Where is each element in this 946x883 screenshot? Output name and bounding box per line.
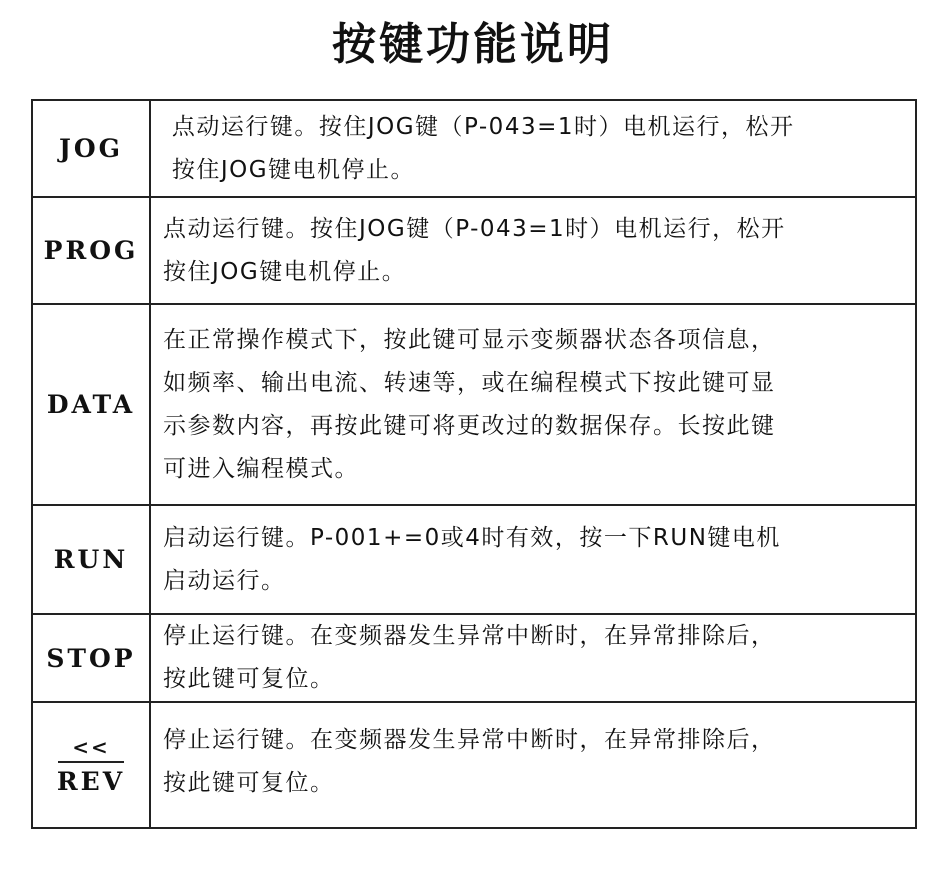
key-cell [33, 305, 151, 504]
description-cell [163, 101, 909, 196]
description-text: 点动运行键。按住JOG键（P-043=1时）电机运行，松开 按住JOG键电机停止。 [163, 215, 786, 285]
key-cell [33, 101, 151, 196]
key-label-prog: PROG [43, 236, 139, 265]
key-label-stop: STOP [46, 643, 136, 673]
table-row-prog [33, 198, 915, 305]
divider [58, 761, 124, 763]
description-cell [163, 615, 909, 701]
key-label-run: RUN [53, 545, 129, 574]
description-cell [163, 703, 909, 827]
description-text: 停止运行键。在变频器发生异常中断时，在异常排除后， 按此键可复位。 [163, 623, 776, 692]
description-cell [163, 305, 909, 504]
key-label-data: DATA [46, 390, 136, 419]
description-text: 在正常操作模式下，按此键可显示变频器状态各项信息， 如频率、输出电流、转速等，或在编程模式下按此键可显 示参数内容，再按此键可将更改过的数据保存。长按此键 可进入编程模式。 [163, 326, 776, 482]
description-text: 点动运行键。按住JOG键（P-043=1时）电机运行，松开 按住JOG键电机停止。 [171, 113, 795, 183]
description-cell [163, 506, 909, 613]
key-cell [33, 615, 151, 701]
key-cell [33, 703, 151, 827]
table-row-rev [33, 703, 915, 827]
key-cell [33, 198, 151, 303]
table-row-stop [33, 615, 915, 703]
description-text: 启动运行键。P-001+=0或4时有效，按一下RUN键电机 启动运行。 [163, 524, 781, 594]
key-label-rev: REV [56, 766, 126, 796]
table-row-data [33, 305, 915, 506]
table-row-run [33, 506, 915, 615]
key-function-table [31, 99, 917, 829]
table-row-jog [33, 101, 915, 198]
description-cell [163, 198, 909, 303]
description-text: 停止运行键。在变频器发生异常中断时，在异常排除后， 按此键可复位。 [163, 727, 776, 796]
key-cell [33, 506, 151, 613]
key-label-jog: JOG [59, 134, 123, 163]
key-label-rev-arrows: << [72, 734, 110, 759]
page-title: 按键功能说明 [332, 19, 614, 70]
